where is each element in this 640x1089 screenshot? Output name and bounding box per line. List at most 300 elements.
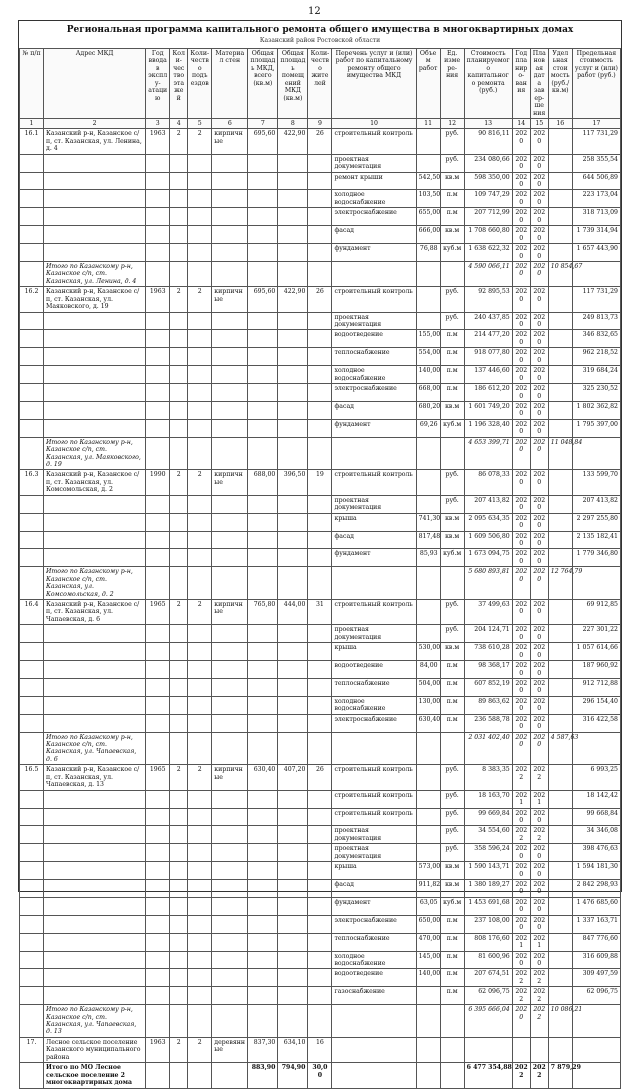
cell-cost: 808 176,60 [464,933,512,951]
cell-area-rooms [278,261,308,286]
cell-plan-year: 2022 [512,987,530,1005]
cell-plan-year: 2020 [512,696,530,714]
cell-year: 1990 [146,470,170,495]
cell-no [20,208,44,226]
cell-unit: кв.м [440,513,464,531]
cell-unit: руб. [440,470,464,495]
column-header: Плановая дата завер- шения [530,49,548,119]
cell-area-total [248,549,278,567]
cell-volume: 470,00 [416,933,440,951]
cell-volume [416,287,440,312]
cell-work: холодное водоснабжение [332,696,416,714]
cell-work [332,1037,416,1062]
cell-no [20,933,44,951]
subtotal-row [20,261,621,286]
cell-area-rooms [278,190,308,208]
cell-year [146,244,170,262]
cell-cost: 214 477,20 [464,330,512,348]
column-number: 4 [170,118,188,128]
cell-year [146,154,170,172]
cell-work [332,567,416,600]
cell-volume [416,790,440,808]
cell-year: 1965 [146,765,170,790]
cell-no [20,826,44,844]
cell-no [20,1063,44,1088]
cell-no: 16.2 [20,287,44,312]
cell-plan-year: 2020 [512,808,530,826]
cell-area-rooms [278,384,308,402]
cell-no [20,862,44,880]
cell-volume: 84,00 [416,661,440,679]
cell-no [20,348,44,366]
cell-unit-cost [548,154,572,172]
cell-year [146,330,170,348]
cell-limit: 117 731,29 [572,129,620,154]
cell-year [146,732,170,765]
cell-address: Итого по МО Лесное сельское поселение 2 многоквартирных дома [44,1063,146,1088]
cell-floors: 2 [170,287,188,312]
cell-end: 2020 [530,419,548,437]
cell-area-total: 695,60 [248,129,278,154]
cell-work: фасад [332,531,416,549]
cell-area-total [248,951,278,969]
column-header: Адрес МКД [44,49,146,119]
cell-floors [170,384,188,402]
cell-area-rooms [278,696,308,714]
cell-area-rooms [278,244,308,262]
cell-no: 16.5 [20,765,44,790]
cell-end: 2021 [530,933,548,951]
cell-residents [308,678,332,696]
table-header [20,49,621,129]
cell-year [146,1005,170,1038]
cell-residents [308,844,332,862]
cell-volume [416,470,440,495]
column-header: Коли- чество подъездов [188,49,212,119]
cell-limit: 309 497,59 [572,969,620,987]
cell-residents [308,897,332,915]
cell-unit: куб.м [440,419,464,437]
cell-address: Казанский р-н, Казанское с/п, ст. Казанская, ул. Чапаевская, д. 6 [44,600,146,625]
cell-area-total: 688,00 [248,470,278,495]
column-header: Стоимость планируемого капитального ремонта (руб.) [464,49,512,119]
cell-entrances: 2 [188,600,212,625]
cell-area-total [248,172,278,190]
cell-end: 2020 [530,470,548,495]
cell-residents: 30,00 [308,1063,332,1088]
cell-volume: 130,00 [416,696,440,714]
cell-area-rooms: 444,00 [278,600,308,625]
cell-end: 2020 [530,844,548,862]
cell-area-rooms [278,897,308,915]
table-row [20,714,621,732]
cell-material [212,714,248,732]
cell-year [146,366,170,384]
cell-volume [416,600,440,625]
cell-volume: 140,00 [416,366,440,384]
cell-floors [170,366,188,384]
table-row [20,348,621,366]
cell-area-total [248,625,278,643]
cell-year [146,696,170,714]
cell-no [20,513,44,531]
cell-plan-year: 2020 [512,401,530,419]
cell-cost: 2 095 634,35 [464,513,512,531]
cell-area-total [248,312,278,330]
cell-cost: 204 124,71 [464,625,512,643]
cell-no [20,897,44,915]
cell-unit: п.м [440,330,464,348]
cell-material [212,348,248,366]
table-row [20,1037,621,1062]
cell-entrances [188,208,212,226]
cell-limit: 962 218,52 [572,348,620,366]
cell-area-rooms [278,366,308,384]
cell-plan-year: 2020 [512,714,530,732]
cell-no [20,987,44,1005]
cell-no: 16.4 [20,600,44,625]
cell-floors [170,661,188,679]
cell-entrances [188,244,212,262]
cell-no [20,330,44,348]
column-number: 16 [548,118,572,128]
cell-end: 2022 [530,826,548,844]
table-row [20,287,621,312]
cell-end: 2020 [530,208,548,226]
cell-unit-cost [548,513,572,531]
cell-area-total [248,915,278,933]
cell-material [212,226,248,244]
cell-floors [170,826,188,844]
cell-no [20,172,44,190]
table-row [20,625,621,643]
cell-year [146,531,170,549]
cell-no [20,643,44,661]
cell-material [212,862,248,880]
cell-floors [170,625,188,643]
cell-year [146,915,170,933]
cell-area-total [248,987,278,1005]
cell-area-total [248,880,278,898]
cell-area-rooms [278,172,308,190]
cell-floors: 2 [170,470,188,495]
cell-plan-year: 2020 [512,190,530,208]
cell-unit-cost [548,129,572,154]
cell-floors [170,244,188,262]
cell-plan-year: 2020 [512,513,530,531]
cell-limit: 62 096,75 [572,987,620,1005]
cell-work: проектная документация [332,495,416,513]
cell-floors: 2 [170,1037,188,1062]
cell-year [146,625,170,643]
cell-cost: 109 747,29 [464,190,512,208]
cell-area-rooms [278,567,308,600]
cell-no [20,1005,44,1038]
cell-floors [170,696,188,714]
cell-address [44,513,146,531]
cell-end: 2022 [530,969,548,987]
cell-plan-year [512,1037,530,1062]
cell-no [20,419,44,437]
cell-area-rooms: 396,50 [278,470,308,495]
cell-work: строительный контроль [332,129,416,154]
cell-floors [170,714,188,732]
cell-floors [170,1063,188,1088]
cell-area-total [248,678,278,696]
cell-unit: руб. [440,790,464,808]
document-subtitle: Казанский район Ростовской области [259,37,381,44]
cell-work: водоотведение [332,969,416,987]
cell-address: Итого по Казанскому р-н, Казанское с/п, ст. Казанская, ул. Комсомольская, д. 2 [44,567,146,600]
table-row [20,915,621,933]
cell-residents: 26 [308,765,332,790]
column-header: Год планиро- вания [512,49,530,119]
cell-year [146,384,170,402]
cell-material [212,915,248,933]
cell-work: строительный контроль [332,790,416,808]
cell-area-total [248,862,278,880]
cell-residents [308,549,332,567]
column-header: Общая площадь МКД, всего (кв.м) [248,49,278,119]
cell-no [20,714,44,732]
cell-limit: 6 993,25 [572,765,620,790]
cell-plan-year: 2020 [512,600,530,625]
table-row [20,696,621,714]
column-header: Объем работ [416,49,440,119]
cell-entrances [188,348,212,366]
column-header: Год ввода в эксплу- атацию [146,49,170,119]
cell-area-rooms [278,880,308,898]
cell-residents [308,244,332,262]
cell-cost: 5 680 893,81 [464,567,512,600]
cell-unit: руб. [440,844,464,862]
table-row [20,470,621,495]
cell-address [44,678,146,696]
table-row [20,190,621,208]
cell-unit: руб. [440,287,464,312]
cell-no [20,844,44,862]
cell-unit: куб.м [440,549,464,567]
cell-area-rooms [278,678,308,696]
cell-residents [308,790,332,808]
cell-work: водоотведение [332,330,416,348]
cell-material [212,790,248,808]
cell-material: кирпичные [212,287,248,312]
table-row [20,678,621,696]
cell-area-total [248,933,278,951]
cell-year: 1965 [146,600,170,625]
cell-address [44,880,146,898]
cell-volume [416,844,440,862]
cell-unit: руб. [440,765,464,790]
cell-year [146,348,170,366]
cell-end: 2020 [530,348,548,366]
cell-area-rooms [278,226,308,244]
cell-no [20,495,44,513]
cell-year: 1963 [146,287,170,312]
cell-volume [416,732,440,765]
cell-cost: 8 383,35 [464,765,512,790]
cell-floors [170,261,188,286]
cell-cost: 1 708 660,80 [464,226,512,244]
table-row [20,244,621,262]
cell-material [212,312,248,330]
table-row [20,969,621,987]
column-number: 7 [248,118,278,128]
cell-address: Итого по Казанскому р-н, Казанское с/п, ст. Казанская, ул. Чапаевская, д. 13 [44,1005,146,1038]
cell-work [332,1005,416,1038]
cell-end: 2020 [530,330,548,348]
table-row [20,951,621,969]
cell-volume [416,1063,440,1088]
cell-end: 2020 [530,401,548,419]
cell-material [212,808,248,826]
cell-work: фасад [332,880,416,898]
cell-limit: 258 355,54 [572,154,620,172]
cell-residents [308,1005,332,1038]
cell-residents [308,513,332,531]
cell-unit-cost: 4 587,63 [548,732,572,765]
cell-material [212,844,248,862]
cell-residents: 19 [308,470,332,495]
cell-floors: 2 [170,600,188,625]
cell-area-rooms [278,401,308,419]
subtotal-row [20,732,621,765]
cell-address [44,384,146,402]
cell-end: 2022 [530,1005,548,1038]
cell-no [20,531,44,549]
cell-floors [170,419,188,437]
cell-floors [170,951,188,969]
table-row [20,366,621,384]
cell-unit-cost [548,643,572,661]
cell-cost: 1 380 189,27 [464,880,512,898]
column-number: 3 [146,118,170,128]
table-row [20,549,621,567]
cell-work: электроснабжение [332,714,416,732]
cell-work: крыша [332,862,416,880]
cell-cost [464,1037,512,1062]
cell-work [332,1063,416,1088]
cell-volume: 103,50 [416,190,440,208]
cell-unit-cost [548,897,572,915]
cell-year [146,567,170,600]
cell-cost: 1 609 506,80 [464,531,512,549]
cell-end: 2020 [530,567,548,600]
cell-residents [308,714,332,732]
cell-address [44,826,146,844]
cell-material: кирпичные [212,129,248,154]
cell-limit: 117 731,29 [572,287,620,312]
table-row [20,226,621,244]
cell-address [44,790,146,808]
cell-volume [416,808,440,826]
cell-year [146,549,170,567]
cell-work: холодное водоснабжение [332,951,416,969]
cell-material [212,661,248,679]
cell-area-total [248,661,278,679]
cell-volume: 911,82 [416,880,440,898]
cell-residents [308,661,332,679]
cell-area-total [248,1005,278,1038]
cell-area-total [248,897,278,915]
cell-unit: п.м [440,678,464,696]
cell-cost: 4 590 066,11 [464,261,512,286]
cell-residents [308,348,332,366]
cell-entrances: 2 [188,129,212,154]
cell-residents [308,437,332,470]
cell-work: строительный контроль [332,808,416,826]
cell-unit-cost [548,208,572,226]
cell-unit-cost [548,312,572,330]
column-number: 10 [332,118,416,128]
cell-entrances [188,190,212,208]
cell-unit: куб.м [440,897,464,915]
cell-material [212,1005,248,1038]
cell-area-rooms [278,208,308,226]
cell-area-rooms [278,951,308,969]
cell-address [44,531,146,549]
cell-unit [440,1005,464,1038]
cell-volume: 573,00 [416,862,440,880]
cell-volume: 69,26 [416,419,440,437]
table-row [20,661,621,679]
cell-year [146,844,170,862]
cell-volume: 666,00 [416,226,440,244]
cell-cost: 237 108,00 [464,915,512,933]
cell-address: Казанский р-н, Казанское с/п, ст. Казанская, ул. Ленина, д. 4 [44,129,146,154]
cell-unit-cost: 10 086,21 [548,1005,572,1038]
cell-floors [170,401,188,419]
cell-volume [416,567,440,600]
cell-material [212,625,248,643]
cell-no [20,969,44,987]
cell-entrances [188,915,212,933]
cell-floors [170,844,188,862]
cell-cost: 207 413,82 [464,495,512,513]
cell-unit: руб. [440,129,464,154]
cell-work: электроснабжение [332,384,416,402]
cell-residents [308,366,332,384]
cell-address: Лесное сельское поселение Казанского муниципального района [44,1037,146,1062]
cell-area-total [248,190,278,208]
cell-limit [572,1037,620,1062]
cell-volume: 630,40 [416,714,440,732]
cell-plan-year: 2020 [512,330,530,348]
cell-address: Итого по Казанскому р-н, Казанское с/п, ст. Казанская, ул. Ленина, д. 4 [44,261,146,286]
cell-unit-cost [548,470,572,495]
cell-limit: 99 668,84 [572,808,620,826]
cell-area-rooms [278,844,308,862]
cell-year [146,880,170,898]
column-number: 2 [44,118,146,128]
cell-year [146,826,170,844]
cell-floors [170,880,188,898]
cell-no [20,312,44,330]
cell-floors [170,172,188,190]
column-header: Коли- чество этажей [170,49,188,119]
cell-unit-cost [548,330,572,348]
cell-end: 2020 [530,287,548,312]
cell-cost: 207 674,51 [464,969,512,987]
cell-address [44,348,146,366]
cell-end: 2020 [530,808,548,826]
table-row [20,643,621,661]
cell-cost: 234 080,66 [464,154,512,172]
cell-area-total [248,826,278,844]
cell-year [146,419,170,437]
grand-total-row [20,1063,621,1088]
